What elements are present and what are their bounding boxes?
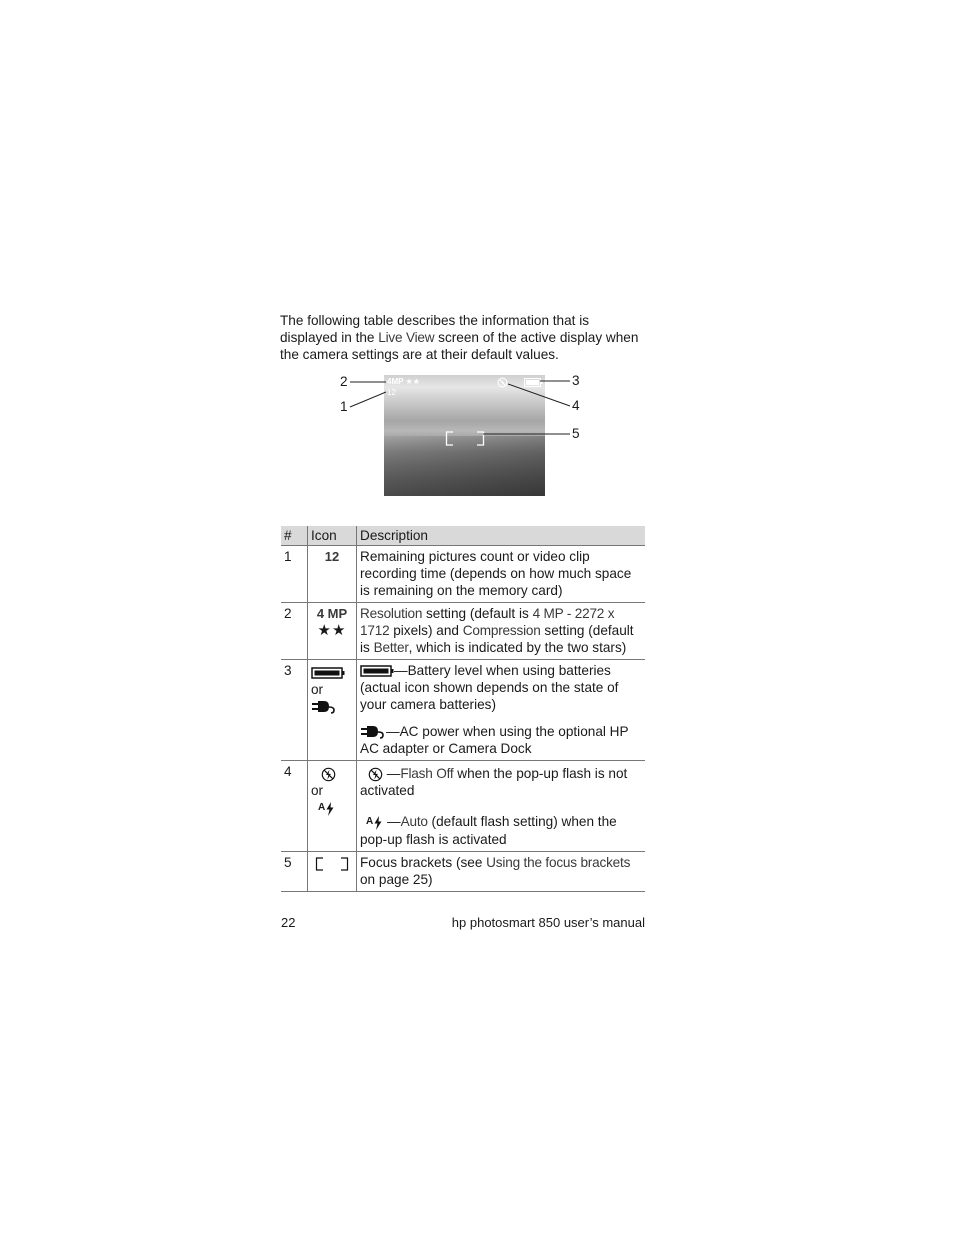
table-row <box>281 546 645 603</box>
live-view-label: Live View <box>378 330 435 345</box>
intro-text-1: The following table describes the information that is displayed in the <box>280 313 590 345</box>
flash-off-icon <box>321 767 336 782</box>
overlay-count: 12 <box>387 388 396 397</box>
callout-lines <box>330 370 590 500</box>
callout-2: 2 <box>340 374 348 389</box>
callout-5: 5 <box>572 426 580 441</box>
description-text: , which is indicated by the two stars) <box>408 640 627 655</box>
row-number: 5 <box>281 851 308 891</box>
table-row <box>281 603 645 660</box>
callout-1: 1 <box>340 399 348 414</box>
resolution-icon: 4 MP <box>316 606 348 621</box>
ac-power-description: —AC power when using the optional HP AC adapter or Camera Dock <box>360 724 629 757</box>
auto-description: (default flash setting) when the pop-up flash is activated <box>360 814 617 847</box>
ac-power-plug-icon <box>360 724 386 740</box>
table-header-row <box>281 526 645 546</box>
live-view-figure <box>330 370 590 500</box>
focus-brackets-icon <box>315 857 349 871</box>
flash-off-icon <box>368 767 383 782</box>
row-description <box>357 660 646 761</box>
row-icon <box>308 603 357 660</box>
description-text: Remaining pictures count or video clip recording time (depends on how much space is remaining on the memory card) <box>360 549 632 598</box>
header-icon: Icon <box>308 526 357 546</box>
or-text: or <box>311 682 324 697</box>
auto-label: Auto <box>400 814 428 830</box>
callout-4: 4 <box>572 398 580 413</box>
battery-icon <box>360 665 394 677</box>
row-number: 3 <box>281 660 308 761</box>
live-view-info-table <box>281 526 645 892</box>
dash-text: — <box>386 766 401 782</box>
description-text: setting (default is <box>422 606 533 621</box>
flash-off-label: Flash Off <box>400 766 454 782</box>
compression-label: Compression <box>462 623 541 638</box>
description-text: pixels) and <box>389 623 463 638</box>
focus-brackets-link[interactable]: Using the focus brackets <box>486 854 631 870</box>
battery-icon <box>311 667 345 679</box>
ac-power-plug-icon <box>311 699 337 715</box>
description-text: setting (default is <box>360 623 634 655</box>
compression-stars-icon: ★★ <box>317 622 347 639</box>
row-icon <box>308 546 357 603</box>
resolution-default: 4 MP - 2272 x 1712 <box>360 606 615 638</box>
flash-auto-icon-letter: A <box>366 816 374 828</box>
description-text: on page 25) <box>360 871 433 887</box>
row-description <box>357 851 646 891</box>
row-description <box>357 603 646 660</box>
remaining-count-icon: 12 <box>324 549 340 564</box>
row-number: 4 <box>281 761 308 851</box>
header-description: Description <box>357 526 646 546</box>
row-icon <box>308 761 357 851</box>
overlay-resolution: 4MP ★★ <box>387 377 420 386</box>
intro-paragraph <box>280 312 648 363</box>
table-row <box>281 851 645 891</box>
row-description <box>357 546 646 603</box>
compression-default: Better <box>373 640 409 655</box>
row-description <box>357 761 646 851</box>
flash-auto-icon <box>325 801 335 817</box>
page-number: 22 <box>281 915 296 930</box>
header-number: # <box>281 526 308 546</box>
flash-auto-icon <box>373 815 383 831</box>
resolution-label: Resolution <box>360 606 423 621</box>
intro-text-2: screen of the active display when the camera settings are at their default values. <box>280 330 639 362</box>
row-icon <box>308 851 357 891</box>
row-number: 1 <box>281 546 308 603</box>
battery-description: —Battery level when using batteries (actual icon shown depends on the state of your camera batteries) <box>360 663 619 712</box>
manual-title: hp photosmart 850 user’s manual <box>451 915 645 930</box>
dash-text: — <box>387 814 401 830</box>
flash-auto-icon-letter: A <box>318 802 326 814</box>
callout-3: 3 <box>572 373 580 388</box>
description-text: Focus brackets (see <box>360 854 487 870</box>
row-number: 2 <box>281 603 308 660</box>
or-text: or <box>311 783 324 799</box>
row-icon <box>308 660 357 761</box>
flash-off-description: when the pop-up flash is not activated <box>360 766 628 799</box>
table-row <box>281 660 645 761</box>
table-row <box>281 761 645 851</box>
